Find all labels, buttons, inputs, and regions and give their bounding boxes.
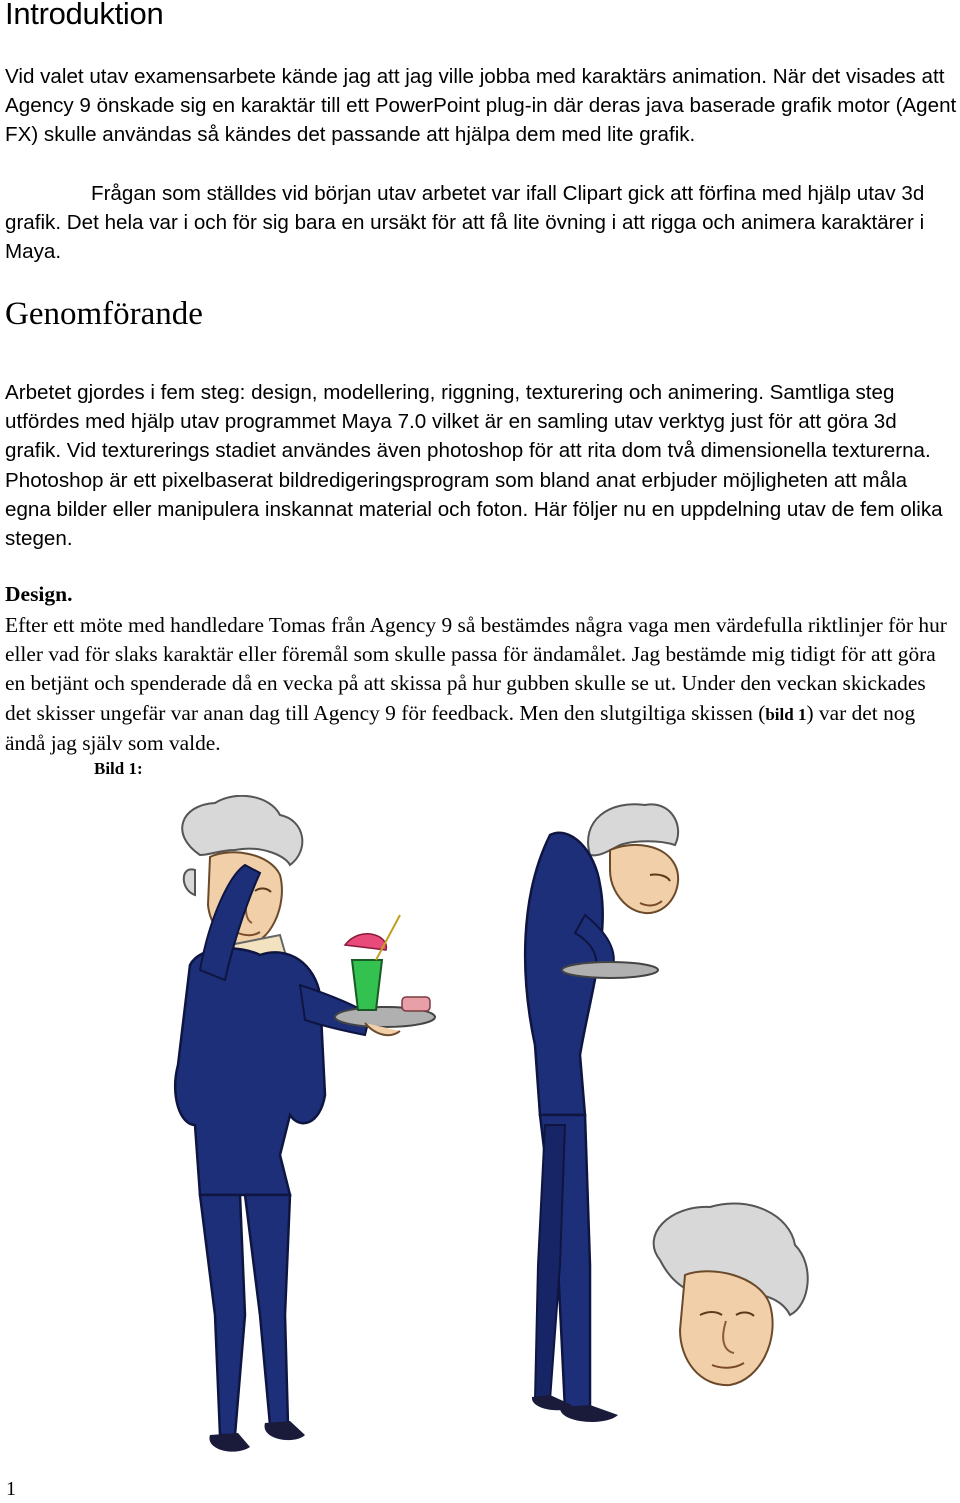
paragraph-intro-2: Frågan som ställdes vid början utav arbetet var ifall Clipart gick att förfina med hjälp utav 3d grafik. Det hela var i och för sig bara en ursäkt för att få lite övning i att rigga och animera karaktärer i Maya. xyxy=(5,182,925,264)
character-sketch-image xyxy=(140,795,820,1485)
section-heading-introduktion: Introduktion xyxy=(5,0,164,31)
page-number: 1 xyxy=(6,1478,16,1500)
butler-front-figure xyxy=(175,796,435,1452)
subsection-heading-design: Design. xyxy=(5,582,73,606)
paragraph-design-text-end: ) var det nog ändå jag själv som valde. xyxy=(5,700,916,755)
paragraph-genomforande: Arbetet gjordes i fem steg: design, modellering, riggning, texturering och animering. Samtliga steg utfördes med hjälp utav programmet Maya 7.0 vilket är en samling utav verktyg just för att göra 3d grafik. Vid texturerings stadiet användes även photoshop för att rita dom två dimensionella texturerna. Photoshop är ett pixelbaserat bildredigeringsprogram som bland anat erbjuder möjligheten att måla egna bilder eller manipulera inskannat material och foton. Här följer nu en uppdelning utav de fem olika stegen. xyxy=(5,381,943,551)
butler-side-figure xyxy=(525,804,678,1422)
paragraph-intro-1: Vid valet utav examensarbete kände jag att jag ville jobba med karaktärs animation. När det visades att Agency 9 önskade sig en karaktär till ett PowerPoint plug-in där deras java baserade grafik motor (Agent FX) skulle användas så kändes det passande att hjälpa dem med lite grafik. xyxy=(5,65,957,147)
paragraph-design xyxy=(5,611,957,758)
figure-caption: Bild 1: xyxy=(94,759,143,778)
section-heading-genomforande: Genomförande xyxy=(5,296,203,332)
butler-head-sketch xyxy=(654,1203,808,1385)
figure-reference: bild 1 xyxy=(765,704,807,724)
paragraph-design-text: Efter ett möte med handledare Tomas från Agency 9 så bestämdes några vaga men värdefulla riktlinjer för hur eller vad för slaks karaktär eller föremål som skulle passa för ändamålet. Jag bestämde mig tidigt för att göra en betjänt och spenderade då en vecka på att skissa på hur gubben skulle se ut. Under den veckan skickades det skisser ungefär var anan dag till Agency 9 för feedback. Men den slutgiltiga skissen ( xyxy=(5,613,947,725)
